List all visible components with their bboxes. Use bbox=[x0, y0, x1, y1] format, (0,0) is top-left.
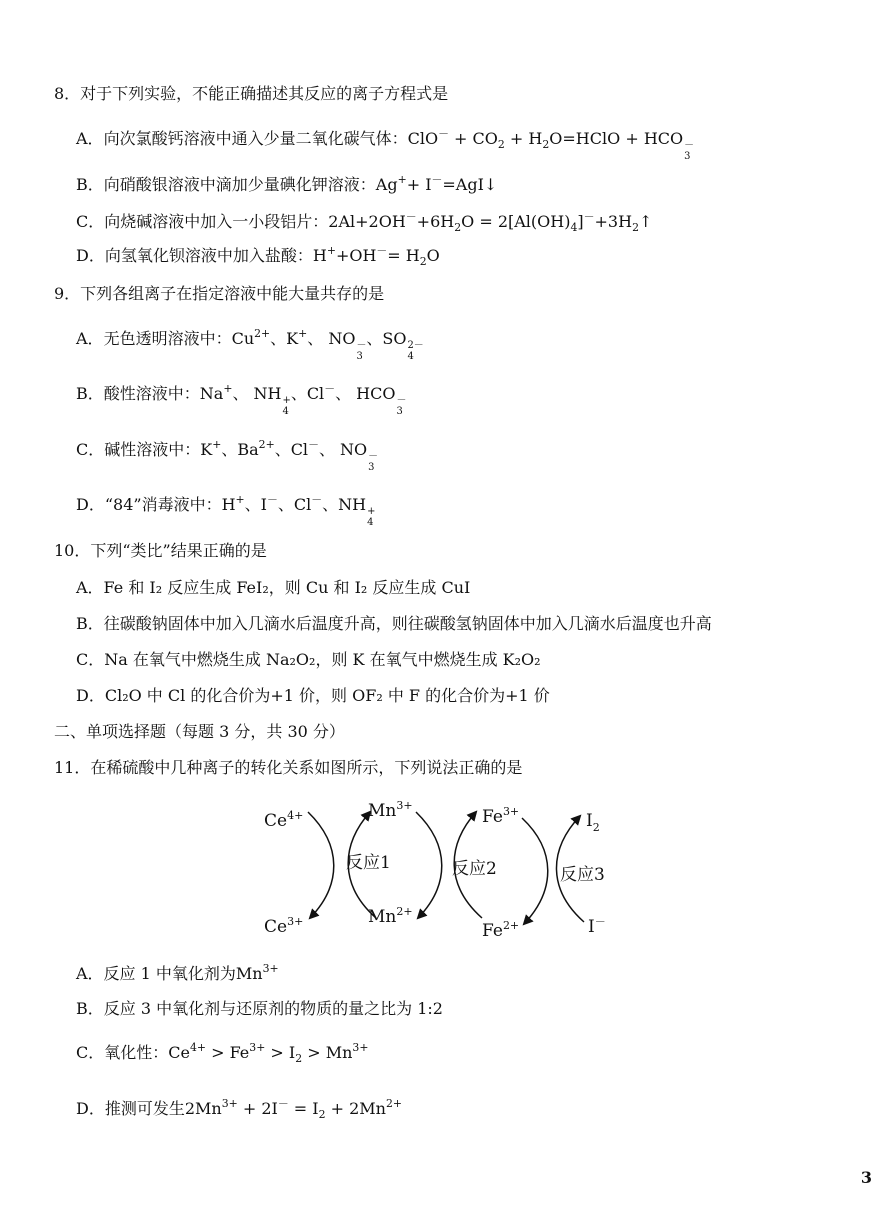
q10-option-d: D．Cl₂O 中 Cl 的化合价为+1 价，则 OF₂ 中 F 的化合价为+1 价 bbox=[76, 686, 550, 705]
option-label: B． bbox=[76, 384, 104, 403]
option-text: 碱性溶液中： bbox=[104, 440, 201, 459]
option-text: 无色透明溶液中： bbox=[103, 329, 232, 348]
reaction-3-label: 反应3 bbox=[560, 865, 605, 885]
arrow-fe3-to-fe2 bbox=[522, 818, 548, 924]
option-label: C． bbox=[76, 212, 105, 231]
equation: $H^++OH^-= H_2O$ bbox=[312, 243, 440, 268]
arrow-mn3-to-mn2 bbox=[416, 812, 442, 918]
option-text: 向次氯酸钙溶液中通入少量二氧化碳气体： bbox=[103, 129, 408, 148]
q9-option-b bbox=[76, 381, 407, 417]
option-label: B． bbox=[76, 175, 104, 194]
equation: $ClO^- + CO_2$ + $H_2O=HClO$ + HCO － 3 bbox=[407, 126, 695, 162]
q8-option-b bbox=[76, 172, 498, 194]
arrow-ce4-to-ce3 bbox=[308, 812, 334, 918]
option-text: “84”消毒液中： bbox=[104, 495, 222, 514]
ce4-label: $Ce^{4+}$ bbox=[264, 809, 304, 831]
ion-list: H+、I－、Cl－、NH + 4 bbox=[221, 492, 376, 528]
mn2-label: $Mn^{2+}$ bbox=[368, 905, 413, 927]
q11-stem: 11．在稀硫酸中几种离子的转化关系如图所示，下列说法正确的是 bbox=[54, 758, 523, 777]
reaction-1-label: 反应1 bbox=[346, 853, 391, 873]
q8-option-d bbox=[76, 243, 440, 268]
q8-stem: 8．对于下列实验，不能正确描述其反应的离子方程式是 bbox=[54, 84, 449, 103]
redox-cycle-diagram bbox=[250, 790, 630, 950]
i-minus-label: I－ bbox=[588, 915, 606, 937]
i2-label: $I_2$ bbox=[586, 811, 600, 834]
ion-list: K+、$Ba^{2+}$、Cl－、 NO － 3 bbox=[200, 437, 379, 473]
q8-option-a bbox=[76, 126, 695, 162]
option-text: 酸性溶液中： bbox=[103, 384, 200, 403]
option-text: C．氧化性： bbox=[76, 1043, 169, 1062]
q9-stem: 9．下列各组离子在指定溶液中能大量共存的是 bbox=[54, 284, 385, 303]
q10-option-a: A．Fe 和 I₂ 反应生成 FeI₂，则 Cu 和 I₂ 反应生成 CuI bbox=[76, 578, 471, 597]
option-label: A． bbox=[76, 329, 104, 348]
fe2-label: $Fe^{2+}$ bbox=[482, 919, 520, 941]
q10-option-b: B．往碳酸钠固体中加入几滴水后温度升高，则往碳酸氢钠固体中加入几滴水后温度也升高 bbox=[76, 614, 712, 633]
ion-list: $Cu^{2+}$、K+、 NO － 3 、SO 2－ 4 bbox=[231, 326, 424, 362]
formula: $2Mn^{3+} + 2I^- = I_2 + 2Mn^{2+}$ bbox=[184, 1096, 403, 1121]
equation: Ag++ I－=AgI↓ bbox=[375, 172, 498, 194]
option-text: 向烧碱溶液中加入一小段铝片： bbox=[104, 212, 329, 231]
page-number: 3 bbox=[860, 1168, 872, 1187]
q11-option-d bbox=[76, 1096, 403, 1121]
option-text: A．反应 1 中氧化剂为 bbox=[76, 964, 236, 983]
option-text: 向硝酸银溶液中滴加少量碘化钾溶液： bbox=[103, 175, 376, 194]
option-label: D． bbox=[76, 495, 105, 514]
q10-stem: 10．下列“类比”结果正确的是 bbox=[54, 541, 267, 560]
formula: $Ce^{4+} > Fe^{3+} > I_2 > Mn^{3+}$ bbox=[168, 1040, 369, 1065]
option-text: D．推测可发生 bbox=[76, 1099, 185, 1118]
q8-option-c bbox=[76, 209, 653, 234]
q11-option-b: B．反应 3 中氧化剂与还原剂的物质的量之比为 1:2 bbox=[76, 999, 443, 1018]
reaction-2-label: 反应2 bbox=[452, 859, 497, 879]
q9-option-a bbox=[76, 326, 424, 362]
q9-option-d bbox=[76, 492, 376, 528]
formula: $Mn^{3+}$ bbox=[235, 961, 279, 983]
ion-list: Na+、 NH + 4 、Cl－、 HCO － 3 bbox=[199, 381, 407, 417]
option-label: A． bbox=[76, 129, 104, 148]
q9-option-c bbox=[76, 437, 379, 473]
option-label: C． bbox=[76, 440, 105, 459]
option-label: D． bbox=[76, 246, 105, 265]
option-text: 向氢氧化钡溶液中加入盐酸： bbox=[104, 246, 313, 265]
equation: $2Al+2OH^-+6H_2O$ = $2[Al(OH)_4]^-+3H_2↑$ bbox=[328, 209, 653, 234]
mn3-label: $Mn^{3+}$ bbox=[368, 799, 413, 821]
section-heading: 二、单项选择题（每题 3 分，共 30 分） bbox=[54, 722, 345, 741]
q11-option-c bbox=[76, 1040, 369, 1065]
fe3-label: $Fe^{3+}$ bbox=[482, 805, 520, 827]
q11-option-a bbox=[76, 961, 279, 983]
ce3-label: $Ce^{3+}$ bbox=[264, 915, 304, 937]
q10-option-c: C．Na 在氧气中燃烧生成 Na₂O₂，则 K 在氧气中燃烧生成 K₂O₂ bbox=[76, 650, 541, 669]
